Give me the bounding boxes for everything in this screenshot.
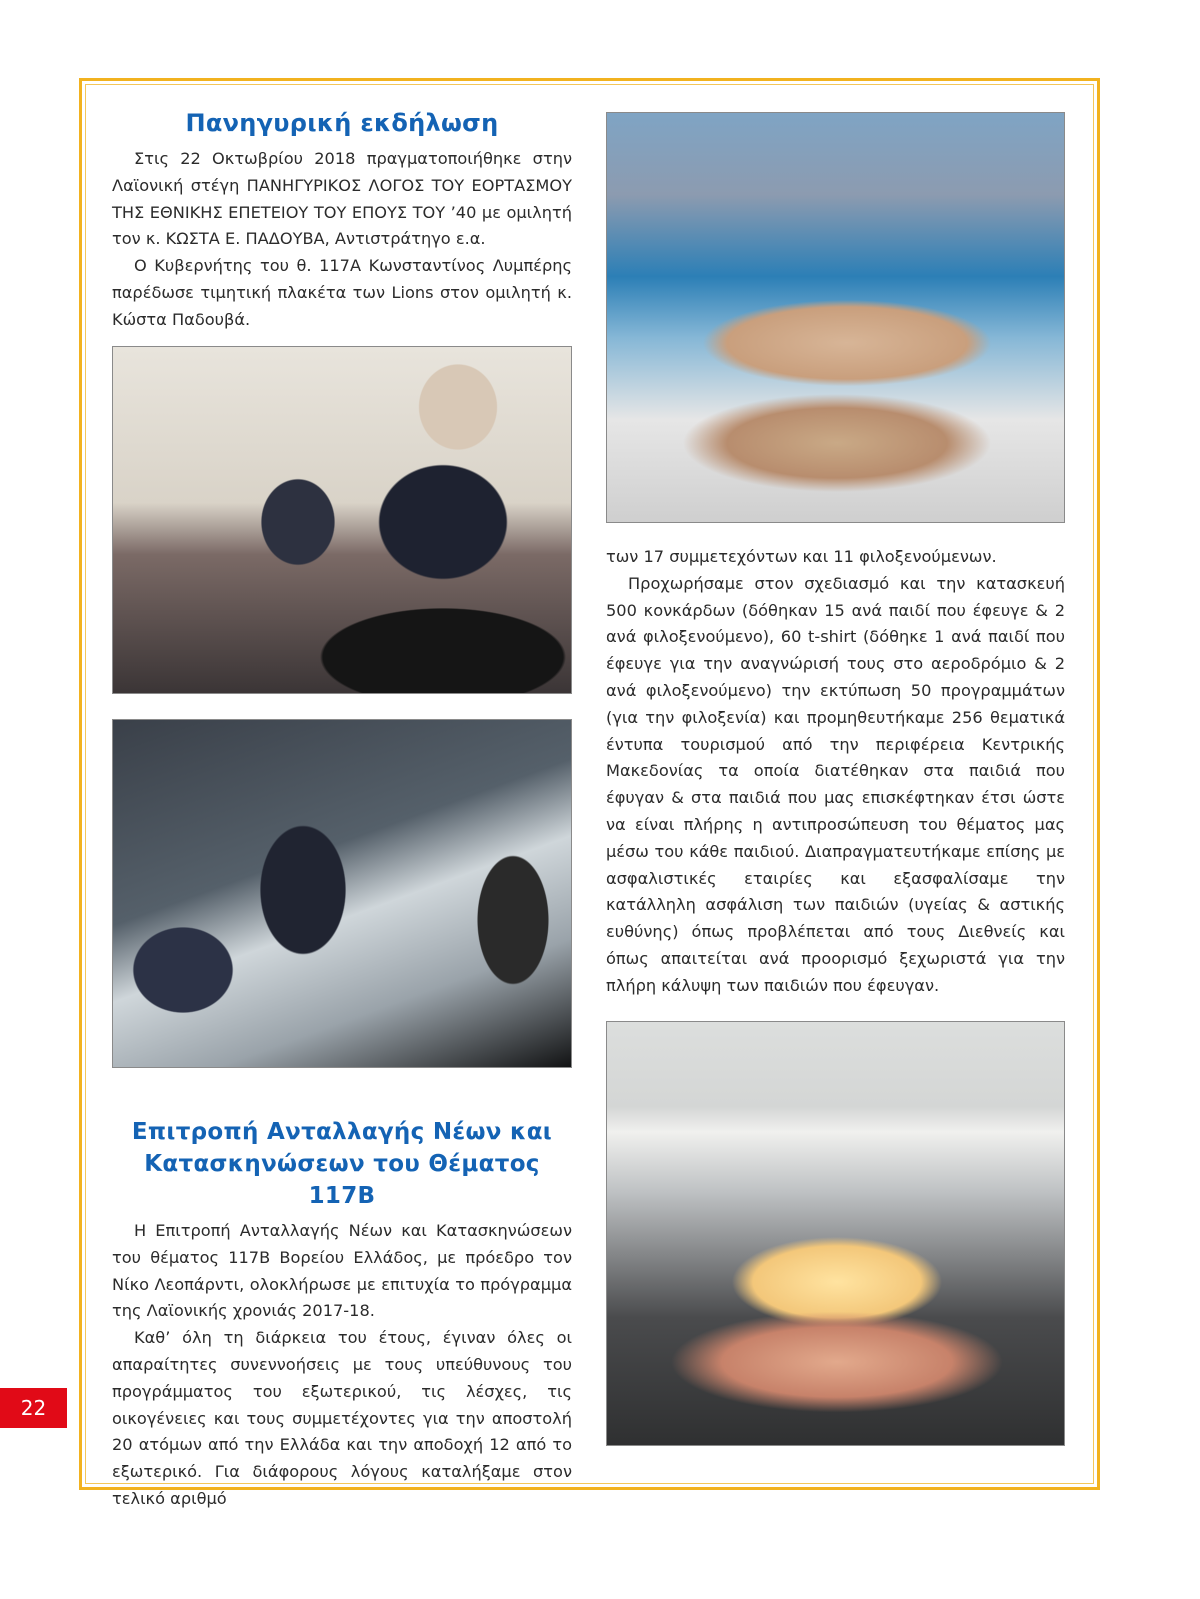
ceremony-paragraph-1: Στις 22 Οκτωβρίου 2018 πραγματοποιήθηκε στην Λαϊονική στέγη ΠΑΝΗΓΥΡΙΚΟΣ ΛΟΓΟΣ ΤΟΥ ΕΟΡΤΑΣΜΟΥ ΤΗΣ ΕΘΝΙΚΗΣ ΕΠΕΤΕΙΟΥ ΤΟΥ ΕΠΟΥΣ ΤΟΥ ’40 με ομιλητή τον κ. ΚΩΣΤΑ Ε. ΠΑΔΟΥΒΑ, Αντιστράτηγο ε.α. bbox=[112, 149, 572, 249]
youth-exchange-heading bbox=[112, 1116, 572, 1212]
youth-exchange-text-left bbox=[112, 1218, 572, 1513]
youth-exchange-paragraph-2: Καθ’ όλη τη διάρκεια του έτους, έγιναν όλες οι απαραίτητες συνεννοήσεις με τους υπεύθυνους του προγράμματος του εξωτερικού, τις λέσχες, τις οικογένειες και τους συμμετέχοντες για την αποστολή 20 ατόμων από την Ελλάδα και την αποδοχή 12 από το εξωτερικό. Για διάφορους λόγους καταλήξαμε στον τελικό αριθμό bbox=[112, 1328, 572, 1508]
ceremony-heading: Πανηγυρική εκδήλωση bbox=[185, 109, 499, 137]
youth-exchange-heading-line-2: Κατασκηνώσεων του Θέματος 117Β bbox=[144, 1151, 540, 1209]
page-number: 22 bbox=[0, 1388, 67, 1428]
youth-exchange-heading-line-1: Επιτροπή Ανταλλαγής Νέων και bbox=[131, 1119, 553, 1145]
pool-center-group-photo bbox=[606, 112, 1065, 523]
plaque-ceremony-photo bbox=[112, 346, 572, 694]
grand-hotel-group-photo bbox=[606, 1021, 1065, 1446]
speaker-photo bbox=[112, 719, 572, 1068]
youth-exchange-text-right bbox=[606, 544, 1065, 1000]
ceremony-paragraph-2: Ο Κυβερνήτης του θ. 117Α Κωνσταντίνος Λυμπέρης παρέδωσε τιμητική πλακέτα των Lions στον ομιλητή κ. Κώστα Παδουβά. bbox=[112, 256, 572, 329]
section-ceremony bbox=[112, 106, 572, 334]
youth-exchange-paragraph-3: Προχωρήσαμε στον σχεδιασμό και την κατασκευή 500 κονκάρδων (δόθηκαν 15 ανά παιδί που έφευγε & 2 ανά φιλοξενούμενο), 60 t-shirt (δόθηκε 1 ανά παιδί που έφευγε για την αναγνώρισή τους στο αεροδρόμιο & 2 ανά φιλοξενούμενο) την εκτύπωση 50 προγραμμάτων (για την φιλοξενία) και προμηθευτήκαμε 256 θεματικά έντυπα τουρισμού από την περιφέρεια Κεντρικής Μακεδονίας τα οποία διατέθηκαν στα παιδιά που έφυγαν & στα παιδιά που μας επισκέφτηκαν έτσι ώστε να είναι πλήρης η αντιπροσώπευση του θέματος μας μέσω του κάθε παιδιού. Διαπραγματευτήκαμε επίσης με ασφαλιστικές εταιρίες και εξασφαλίσαμε την κατάλληλη ασφάλιση των παιδιών (υγείας & αστικής ευθύνης) όπως προβλέπεται από τους Διεθνείς και όπως απαιτείται ανά προορισμό ξεχωριστά για την πλήρη κάλυψη των παιδιών που έφευγαν. bbox=[606, 573, 1065, 995]
youth-exchange-paragraph-1: Η Επιτροπή Ανταλλαγής Νέων και Κατασκηνώσεων του θέματος 117Β Βορείου Ελλάδος, με πρόεδρο τον Νίκο Λεοπάρντι, ολοκλήρωσε με επιτυχία το πρόγραμμα της Λαϊονικής χρονιάς 2017-18. bbox=[112, 1221, 572, 1321]
ceremony-text bbox=[112, 146, 572, 334]
youth-exchange-continuation: των 17 συμμετεχόντων και 11 φιλοξενούμενων. bbox=[606, 547, 997, 566]
section-youth-exchange bbox=[112, 1116, 572, 1513]
